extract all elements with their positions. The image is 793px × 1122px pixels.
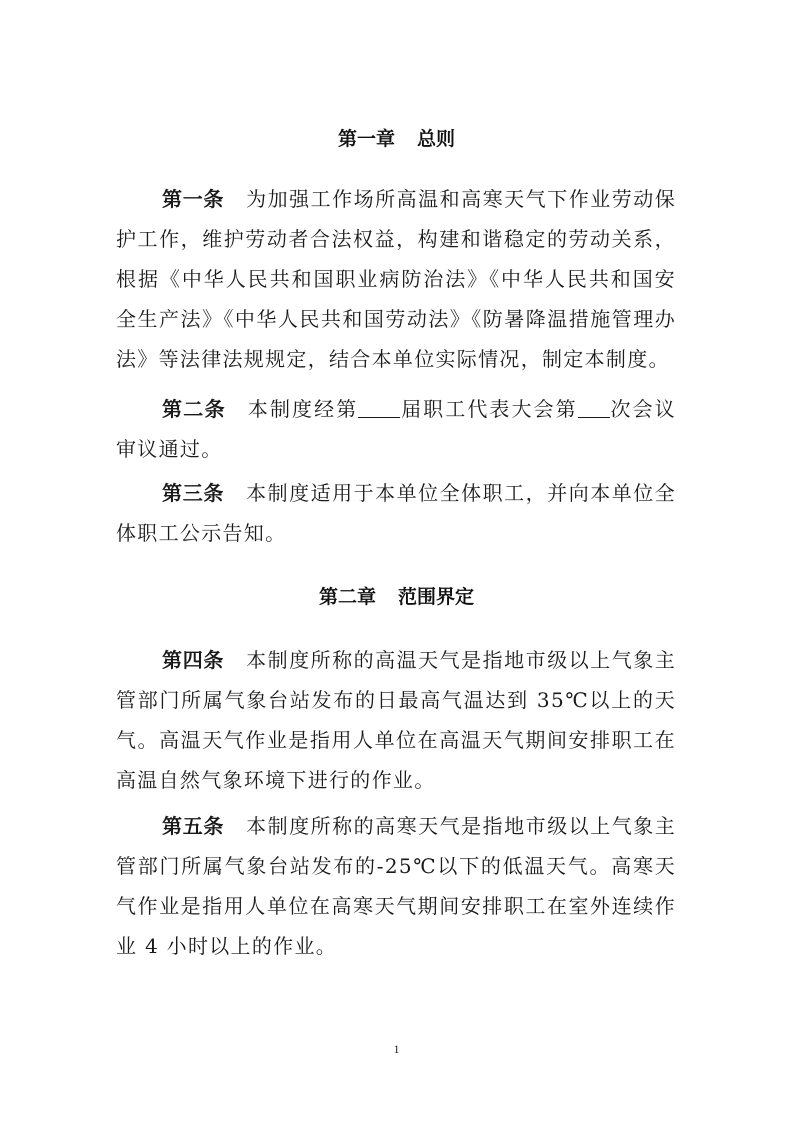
article-2	[116, 389, 676, 469]
article-title: 第一条	[162, 187, 225, 211]
article-3	[116, 473, 676, 553]
chapter-title: 总则	[417, 128, 456, 150]
article-text: 本制度所称的高温天气是指地市级以上气象主管部门所属气象台站发布的日最高气温达到 35℃以上的天气。高温天气作业是指用人单位在高温天气期间安排职工在高温自然气象环境下进行的作业。	[116, 648, 677, 792]
chapter-title: 范围界定	[398, 586, 475, 608]
article-title: 第五条	[162, 814, 225, 838]
article-4	[116, 640, 676, 800]
article-text: 本制度适用于本单位全体职工，并向本单位全体职工公示告知。	[116, 481, 677, 545]
blank-line	[578, 397, 610, 418]
article-text: 届职工代表大会第	[400, 397, 578, 421]
page-number: 1	[393, 1042, 400, 1056]
article-1	[116, 179, 676, 379]
article-title: 第二条	[162, 397, 226, 421]
chapter-number: 第一章	[337, 128, 395, 150]
chapter-heading-1	[0, 124, 793, 151]
article-text: 本制度所称的高寒天气是指地市级以上气象主管部门所属气象台站发布的-25℃以下的低温天气。高寒天气作业是指用人单位在高寒天气期间安排职工在室外连续作业 4 小时以上的作业。	[116, 814, 677, 958]
article-title: 第三条	[162, 481, 225, 505]
article-text: 为加强工作场所高温和高寒天气下作业劳动保护工作，维护劳动者合法权益，构建和谐稳定的劳动关系，根据《中华人民共和国职业病防治法》《中华人民共和国安全生产法》《中华人民共和国劳动法》《防暑降温措施管理办法》等法律法规规定，结合本单位实际情况，制定本制度。	[116, 187, 677, 371]
article-text: 本制度经第	[247, 397, 359, 421]
chapter-number: 第二章	[318, 586, 376, 608]
chapter-heading-2	[0, 582, 793, 609]
blank-line	[358, 397, 400, 418]
article-5	[116, 806, 676, 966]
article-text: 次会议审议通过。	[116, 397, 677, 461]
article-title: 第四条	[162, 648, 225, 672]
